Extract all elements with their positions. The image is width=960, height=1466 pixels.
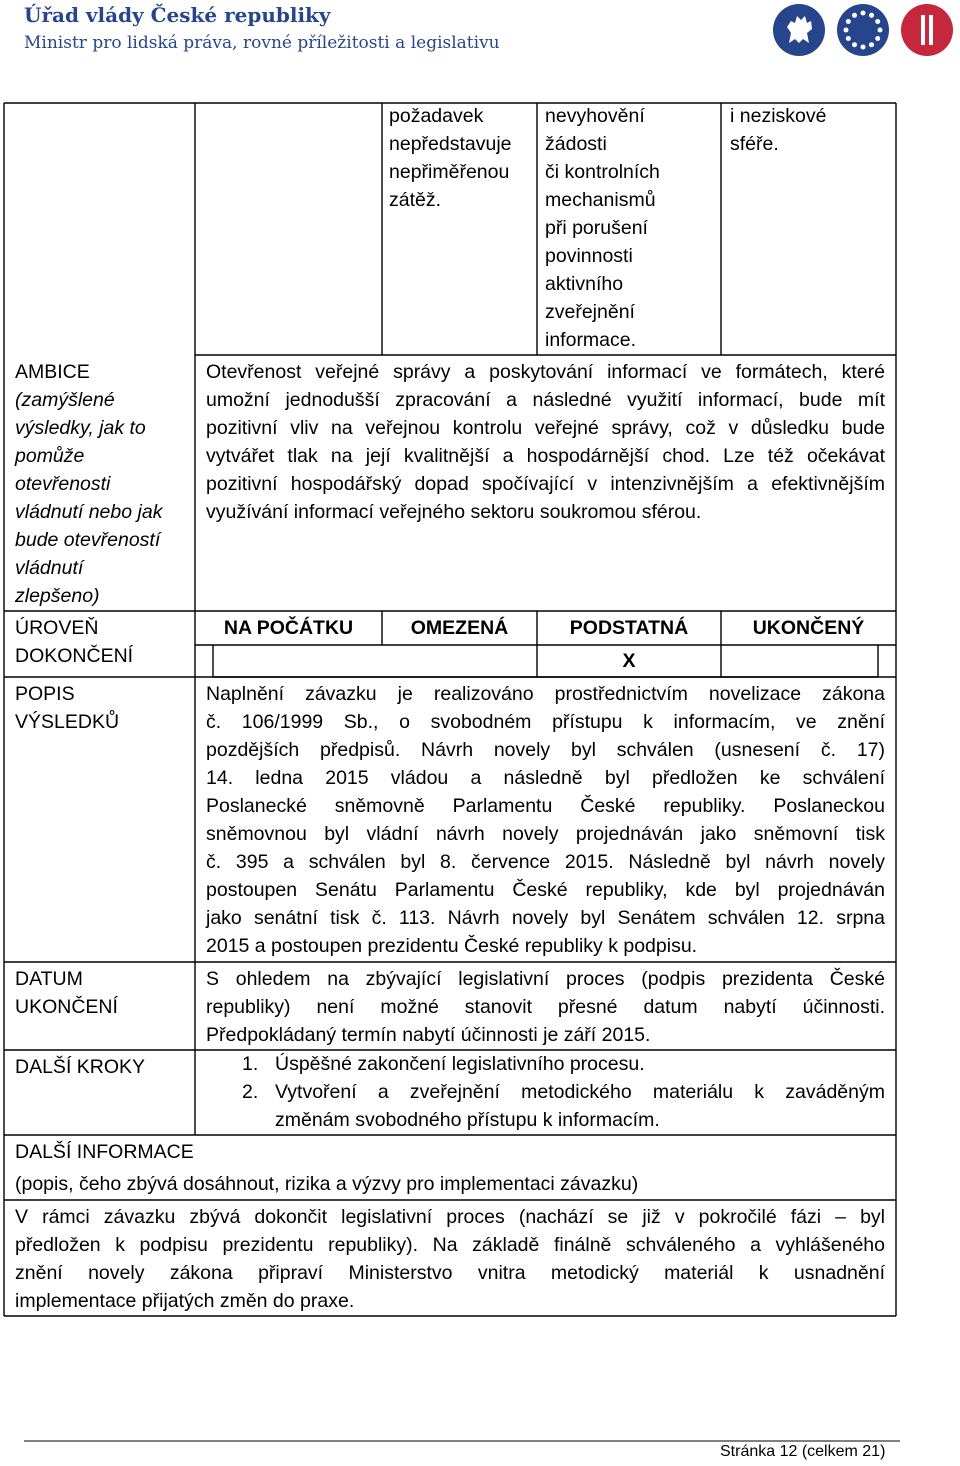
- text-line: mechanismů: [545, 189, 656, 211]
- text-line: nevyhovění: [545, 105, 645, 127]
- label-text: ÚROVEŇ: [15, 617, 99, 639]
- list-number: 2.: [242, 1081, 259, 1103]
- text-line: informace.: [545, 329, 637, 351]
- level-header-completed: UKONČENÝ: [752, 617, 865, 639]
- text-line: sněmovnou byl vládní návrh novely projednáván jako sněmovní tisk: [206, 823, 885, 845]
- text-line: Naplnění závazku je realizováno prostřednictvím novelizace zákona: [206, 683, 885, 705]
- text-line: Vytvoření a zveřejnění metodického materiálu k zaváděným: [275, 1081, 885, 1103]
- label-text: zlepšeno): [15, 585, 100, 607]
- office-title: Úřad vlády České republiky: [24, 3, 331, 27]
- text-line: znění novely zákona připraví Ministerstvo vnitra metodický materiál k usnadnění: [15, 1262, 885, 1284]
- dalsi-informace-label: DALŠÍ INFORMACE: [15, 1141, 194, 1163]
- text-line: sféře.: [730, 133, 779, 155]
- text-line: Předpokládaný termín nabytí účinnosti je září 2015.: [206, 1024, 651, 1046]
- text-line: nepředstavuje: [389, 133, 512, 155]
- label-text: pomůže: [15, 445, 85, 467]
- text-line: 14. ledna 2015 vládou a následně byl předložen ke schválení: [206, 767, 885, 789]
- text-line: V rámci závazku zbývá dokončit legislativní proces (nachází se již v pokročilé fázi – byl: [15, 1206, 885, 1228]
- label-text: DATUM: [15, 968, 83, 990]
- label-text: vládnutí: [15, 557, 84, 579]
- text-line: využívání informací veřejného sektoru soukromou sférou.: [206, 501, 702, 523]
- text-line: či kontrolních: [545, 161, 660, 183]
- text-line: povinnosti: [545, 245, 633, 267]
- text-line: zátěž.: [389, 189, 442, 211]
- text-line: Otevřenost veřejné správy a poskytování informací ve formátech, které: [206, 361, 885, 383]
- label-text: výsledky, jak to: [15, 417, 146, 439]
- text-line: pozdějších předpisů. Návrh novely byl schválen (usnesení č. 17): [206, 739, 885, 761]
- text-line: č. 106/1999 Sb., o svobodném přístupu k informacím, ve znění: [206, 711, 885, 733]
- label-text: vládnutí nebo jak: [15, 501, 163, 523]
- text-line: postoupen Senátu Parlamentu České republiky, kde byl projednáván: [206, 879, 885, 901]
- level-mark-selected: X: [622, 650, 636, 672]
- text-line: S ohledem na zbývající legislativní proces (podpis prezidenta České: [206, 968, 885, 990]
- dalsi-informace-sublabel: (popis, čeho zbývá dosáhnout, rizika a výzvy pro implementaci závazku): [15, 1173, 639, 1195]
- text-line: umožní jednodušší zpracování a následné využití informací, bude mít: [206, 389, 885, 411]
- text-line: aktivního: [545, 273, 624, 295]
- text-line: č. 395 a schválen byl 8. července 2015. Následně byl návrh novely: [206, 851, 885, 873]
- text-line: požadavek: [389, 105, 484, 127]
- text-line: 2015 a postoupen prezidentu České republiky k podpisu.: [206, 935, 698, 957]
- text-line: implementace přijatých změn do praxe.: [15, 1290, 355, 1312]
- text-line: Úspěšné zakončení legislativního procesu.: [275, 1053, 645, 1075]
- text-line: zveřejnění: [545, 301, 635, 323]
- text-line: při porušení: [545, 217, 648, 239]
- label-text: (zamýšlené: [15, 389, 115, 411]
- text-line: republiky) není možné stanovit přesné datum nabytí účinnosti.: [206, 996, 885, 1018]
- label-text: DOKONČENÍ: [15, 645, 134, 667]
- level-header-substantial: PODSTATNÁ: [569, 617, 689, 639]
- page-number: Stránka 12 (celkem 21): [720, 1443, 886, 1460]
- text-line: vytvářet tlak na její kvalitnější a hospodárnější chod. Lze též očekávat: [206, 445, 885, 467]
- text-line: předložen k podpisu prezidentu republiky). Na základě finálně schváleného a vyhlášeného: [15, 1234, 885, 1256]
- level-header-limited: OMEZENÁ: [410, 617, 509, 639]
- text-line: změnám svobodného přístupu k informacím.: [275, 1109, 660, 1131]
- label-text: POPIS: [15, 683, 75, 705]
- list-number: 1.: [242, 1053, 259, 1075]
- label-text: AMBICE: [15, 361, 90, 383]
- label-text: otevřenosti: [15, 473, 111, 495]
- dalsi-kroky-label: DALŠÍ KROKY: [15, 1056, 146, 1078]
- level-header-start: NA POČÁTKU: [223, 617, 354, 639]
- text-line: nepřiměřenou: [389, 161, 510, 183]
- label-text: bude otevřeností: [15, 529, 161, 551]
- text-line: i neziskové: [730, 105, 827, 127]
- text-line: pozitivní vliv na veřejnou kontrolu veřejné správy, což v důsledku bude: [206, 417, 885, 439]
- text-line: Poslanecké sněmovně Parlamentu České republiky. Poslaneckou: [206, 795, 885, 817]
- text-line: žádosti: [545, 133, 607, 155]
- label-text: UKONČENÍ: [15, 996, 118, 1018]
- office-subtitle: Ministr pro lidská práva, rovné příležitosti a legislativu: [24, 33, 500, 53]
- text-line: pozitivní hospodářský dopad spočívající v intenzivnějším a efektivnějším: [206, 473, 885, 495]
- text-line: jako senátní tisk č. 113. Návrh novely byl Senátem schválen 12. srpna: [206, 907, 885, 929]
- label-text: VÝSLEDKŮ: [15, 711, 120, 733]
